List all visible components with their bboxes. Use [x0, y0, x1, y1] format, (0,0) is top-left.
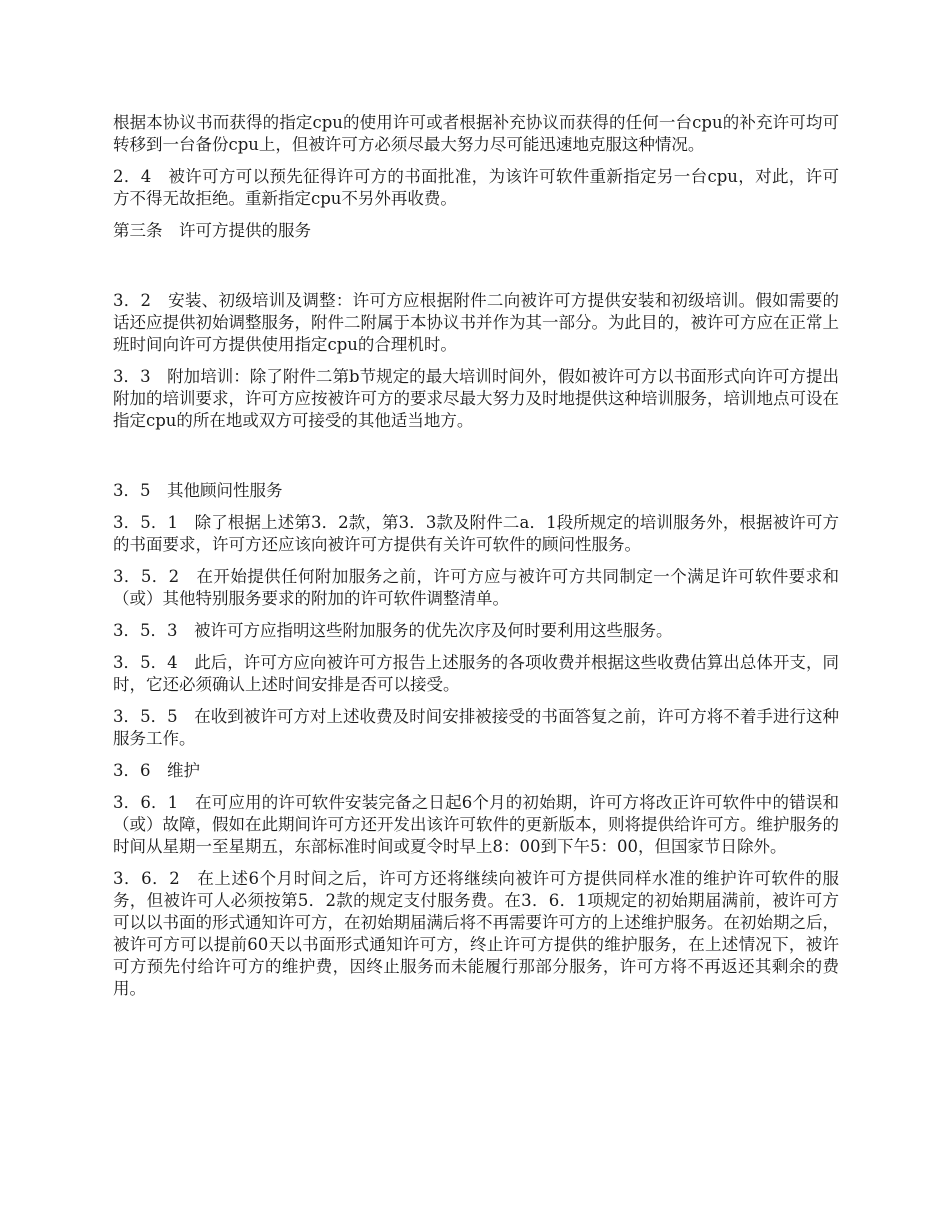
paragraph-3-2: 3．2 安装、初级培训及调整：许可方应根据附件二向被许可方提供安装和初级培训。假如需要的话还应提供初始调整服务，附件二附属于本协议书并作为其一部分。为此目的，被许可方应在正常上班时间向许可方提供使用指定cpu的合理机时。: [113, 291, 839, 354]
paragraph-3-5-2: 3．5．2 在开始提供任何附加服务之前，许可方应与被许可方共同制定一个满足许可软件要求和（或）其他特别服务要求的附加的许可软件调整清单。: [113, 567, 839, 608]
section-heading-3-5: 3．5 其他顾问性服务: [113, 481, 283, 500]
paragraph-backup-cpu-transfer: 根据本协议书而获得的指定cpu的使用许可或者根据补充协议而获得的任何一台cpu的补充许可均可转移到一台备份cpu上，但被许可方必须尽最大努力尽可能迅速地克服这种情况。: [113, 113, 839, 154]
paragraph-3-5-4: 3．5．4 此后，许可方应向被许可方报告上述服务的各项收费并根据这些收费估算出总体开支，同时，它还必须确认上述时间安排是否可以接受。: [113, 653, 839, 694]
paragraph-3-5-5: 3．5．5 在收到被许可方对上述收费及时间安排被接受的书面答复之前，许可方将不着手进行这种服务工作。: [113, 707, 839, 748]
section-gap: [113, 252, 839, 290]
paragraph-3-6-1: 3．6．1 在可应用的许可软件安装完备之日起6个月的初始期，许可方将改正许可软件中的错误和（或）故障，假如在此期间许可方还开发出该许可软件的更新版本，则将提供给许可方。维护服务的时间从星期一至星期五，东部标准时间或夏令时早上8：00到下午5：00，但国家节日除外。: [113, 793, 839, 856]
paragraph-3-5-1: 3．5．1 除了根据上述第3．2款，第3．3款及附件二a．1段所规定的培训服务外，根据被许可方的书面要求，许可方还应该向被许可方提供有关许可软件的顾问性服务。: [113, 513, 839, 554]
document-body: [113, 112, 839, 1010]
paragraph-3-6-2: 3．6．2 在上述6个月时间之后，许可方还将继续向被许可方提供同样水准的维护许可软件的服务，但被许可人必须按第5．2款的规定支付服务费。在3．6．1项规定的初始期届满前，被许可方可以以书面的形式通知许可方，在初始期届满后将不再需要许可方的上述维护服务。在初始期之后，被许可方可以提前60天以书面形式通知许可方，终止许可方提供的维护服务，在上述情况下，被许可方预先付给许可方的维护费，因终止服务而未能履行那部分服务，许可方将不再返还其剩余的费用。: [113, 869, 839, 998]
section-heading-3-6: 3．6 维护: [113, 761, 200, 780]
paragraph-2-4: 2．4 被许可方可以预先征得许可方的书面批准，为该许可软件重新指定另一台cpu，对此，许可方不得无故拒绝。重新指定cpu不另外再收费。: [113, 167, 839, 208]
section-heading-article-3: 第三条 许可方提供的服务: [113, 221, 311, 240]
paragraph-3-5-3: 3．5．3 被许可方应指明这些附加服务的优先次序及何时要利用这些服务。: [113, 621, 673, 640]
paragraph-3-3: 3．3 附加培训：除了附件二第b节规定的最大培训时间外，假如被许可方以书面形式向许可方提出附加的培训要求，许可方应按被许可方的要求尽最大努力及时地提供这种培训服务，培训地点可设在指定cpu的所在地或双方可接受的其他适当地方。: [113, 367, 839, 430]
section-gap: [113, 442, 839, 480]
